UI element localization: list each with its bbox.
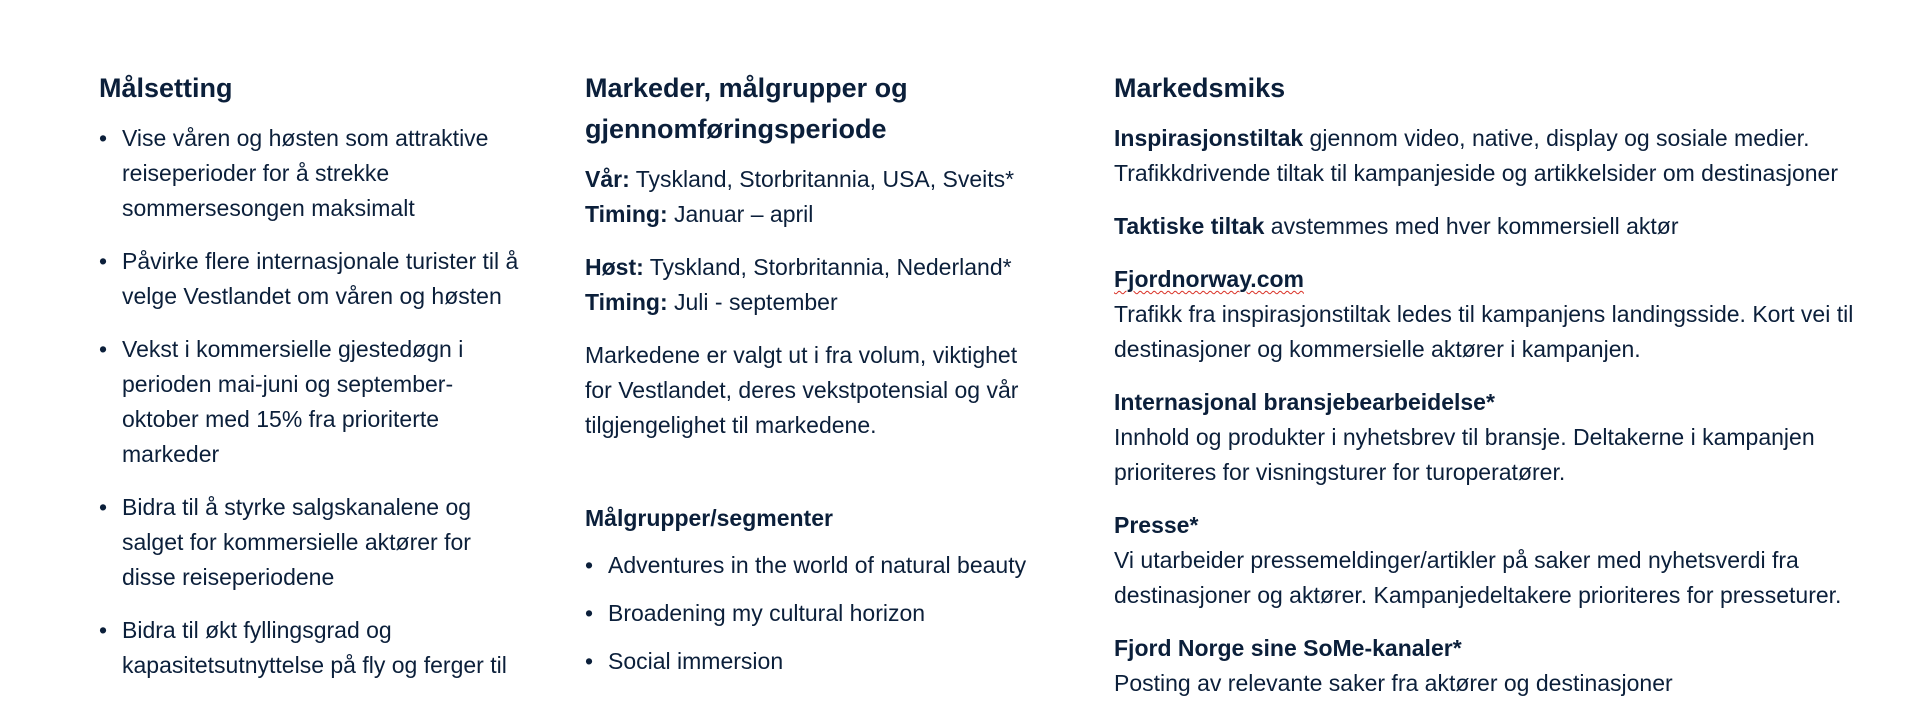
press-text: Vi utarbeider pressemeldinger/artikler på saker med nyhetsverdi fra destinasjoner og aktører. Kampanjedeltakere prioriteres for presseturer. — [1114, 547, 1842, 608]
industry-block — [1114, 385, 1904, 490]
some-text: Posting av relevante saker fra aktører og destinasjoner — [1114, 670, 1673, 696]
marketing-mix-title: Markedsmiks — [1114, 73, 1286, 103]
autumn-timing: Juli - september — [667, 289, 838, 315]
autumn-markets: Tyskland, Storbritannia, Nederland* — [643, 254, 1012, 280]
spring-block — [585, 162, 1045, 232]
industry-text: Innhold og produkter i nyhetsbrev til bransje. Deltakerne i kampanjen prioriteres for visningsturer for turoperatører. — [1114, 424, 1815, 485]
press-block — [1114, 508, 1904, 613]
some-block — [1114, 631, 1904, 701]
markets-title: Markeder, målgrupper og gjennomføringsperiode — [585, 73, 908, 144]
fjordnorway-block — [1114, 262, 1904, 367]
segment-text: Social immersion — [608, 648, 784, 674]
markets-description: Markedene er valgt ut i fra volum, viktighet for Vestlandet, deres vekstpotensial og vår tilgjengelighet til markedene. — [585, 342, 1019, 438]
segment-text: Broadening my cultural horizon — [608, 600, 926, 626]
tactical-block — [1114, 209, 1904, 244]
inspiration-label: Inspirasjonstiltak — [1114, 125, 1304, 151]
autumn-label: Høst: — [585, 254, 644, 280]
spring-label: Vår: — [585, 166, 630, 192]
goal-item: • Påvirke flere internasjonale turister til å velge Vestlandet om våren og høsten — [99, 244, 529, 314]
autumn-timing-label: Timing: — [585, 289, 668, 315]
inspiration-block — [1114, 121, 1904, 191]
tactical-text: avstemmes med hver kommersiell aktør — [1264, 213, 1679, 239]
spring-markets: Tyskland, Storbritannia, USA, Sveits* — [629, 166, 1015, 192]
goal-item: • Vise våren og høsten som attraktive reiseperioder for å strekke sommersesongen maksimalt — [99, 121, 529, 226]
segments-list — [585, 548, 1045, 679]
fjordnorway-label: Fjordnorway.com — [1114, 266, 1304, 292]
some-label: Fjord Norge sine SoMe-kanaler* — [1114, 635, 1462, 661]
segment-item — [585, 548, 1045, 583]
fjordnorway-text: Trafikk fra inspirasjonstiltak ledes til kampanjens landingsside. Kort vei til destinasjoner og kommersielle aktører i kampanjen. — [1114, 301, 1854, 362]
spring-timing: Januar – april — [667, 201, 814, 227]
goal-item: • Bidra til økt fyllingsgrad og kapasitetsutnyttelse på fly og ferger til — [99, 613, 529, 683]
spring-timing-label: Timing: — [585, 201, 668, 227]
goals-column — [99, 68, 529, 701]
goals-list — [99, 121, 529, 683]
marketing-mix-column — [1114, 68, 1904, 719]
segment-item — [585, 644, 1045, 679]
goals-title: Målsetting — [99, 73, 233, 103]
inspiration-text: gjennom video, native, display og sosiale medier. Trafikkdrivende tiltak til kampanjeside og artikkelsider om destinasjoner — [1114, 125, 1838, 186]
autumn-block — [585, 250, 1045, 320]
tactical-label: Taktiske tiltak — [1114, 213, 1265, 239]
industry-label: Internasjonal bransjebearbeidelse* — [1114, 389, 1495, 415]
segment-item — [585, 596, 1045, 631]
press-label: Presse* — [1114, 512, 1199, 538]
goal-item: • Bidra til å styrke salgskanalene og salget for kommersielle aktører for disse reiseperiodene — [99, 490, 529, 595]
segments-title: Målgrupper/segmenter — [585, 505, 833, 531]
markets-column — [585, 68, 1045, 692]
segment-text: Adventures in the world of natural beauty — [608, 552, 1027, 578]
goal-item: • Vekst i kommersielle gjestedøgn i perioden mai-juni og september-oktober med 15% fra prioriterte markeder — [99, 332, 529, 472]
